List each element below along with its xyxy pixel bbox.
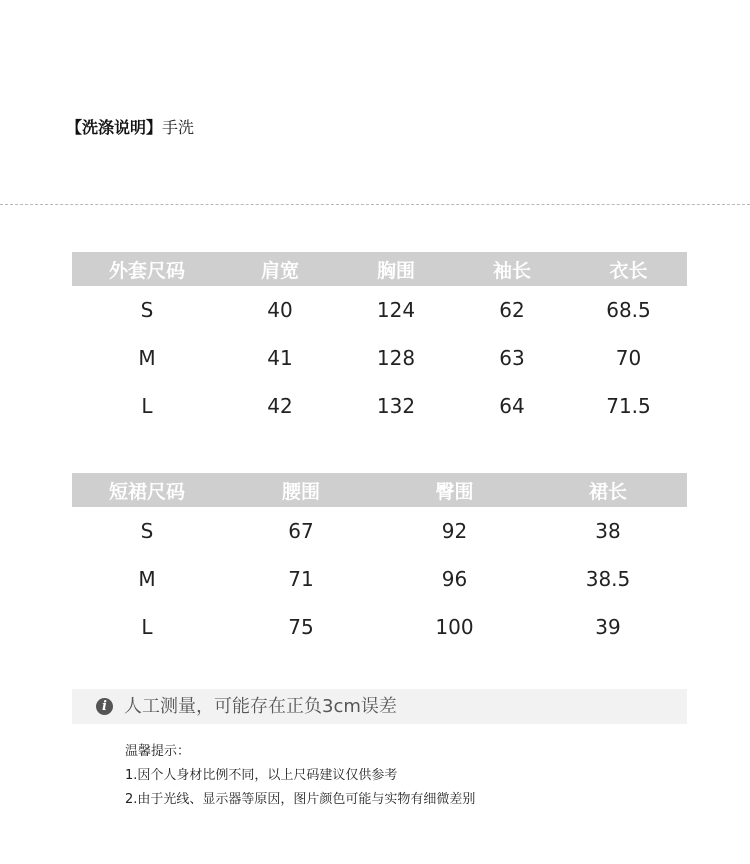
table-cell: L: [141, 394, 153, 418]
coat-header-length: 衣长: [570, 252, 687, 286]
washing-value: 手洗: [162, 118, 195, 137]
table-cell: S: [140, 519, 154, 543]
table-row: [72, 334, 687, 382]
table-cell: S: [140, 298, 154, 322]
table-row: [72, 555, 687, 603]
table-cell: 40: [267, 298, 293, 322]
tips-title: 温馨提示：: [125, 744, 191, 759]
table-cell: 38.5: [585, 567, 631, 591]
coat-header-size: 外套尺码: [72, 252, 222, 286]
skirt-header-length: 裙长: [529, 473, 687, 507]
table-cell: 62: [499, 298, 525, 322]
table-cell: 75: [288, 615, 314, 639]
table-cell: 68.5: [606, 298, 651, 322]
table-cell: 42: [267, 394, 293, 418]
tips-item: 2.由于光线、显示器等原因，图片颜色可能与实物有细微差别: [125, 792, 476, 807]
table-cell: 39: [595, 615, 621, 639]
table-cell: M: [138, 567, 156, 591]
skirt-header-hip: 臀围: [380, 473, 529, 507]
table-cell: 96: [441, 567, 468, 591]
tips-section: [125, 740, 475, 812]
skirt-header-waist: 腰围: [222, 473, 380, 507]
coat-header-sleeve: 袖长: [454, 252, 570, 286]
table-cell: 67: [288, 519, 314, 543]
table-cell: 70: [615, 346, 642, 370]
table-cell: 71: [288, 567, 314, 591]
table-cell: 38: [595, 519, 621, 543]
skirt-table-header-row: [72, 473, 687, 507]
table-cell: L: [141, 615, 153, 639]
table-cell: 92: [441, 519, 468, 543]
table-row: [72, 286, 687, 334]
coat-table-header-row: [72, 252, 687, 286]
coat-size-table: [72, 252, 687, 430]
coat-header-shoulder: 肩宽: [222, 252, 338, 286]
table-cell: 64: [499, 394, 525, 418]
washing-label: 【洗涤说明】: [66, 118, 163, 137]
washing-instructions: [66, 116, 194, 140]
table-cell: 132: [376, 394, 416, 418]
table-cell: 100: [435, 615, 474, 639]
table-cell: M: [138, 346, 156, 370]
table-cell: 71.5: [606, 394, 651, 418]
table-row: [72, 382, 687, 430]
measurement-note: [72, 689, 687, 724]
skirt-header-size: 短裙尺码: [72, 473, 222, 507]
tips-item: 1.因个人身材比例不同，以上尺码建议仅供参考: [125, 768, 398, 783]
measurement-note-text: 人工测量，可能存在正负3cm误差: [124, 696, 397, 717]
info-icon: i: [96, 698, 113, 715]
coat-header-chest: 胸围: [338, 252, 454, 286]
table-cell: 128: [376, 346, 416, 370]
table-cell: 41: [267, 346, 293, 370]
table-cell: 124: [376, 298, 416, 322]
table-row: [72, 507, 687, 555]
table-cell: 63: [499, 346, 525, 370]
skirt-size-table: [72, 473, 687, 651]
dashed-divider: [0, 204, 750, 205]
table-row: [72, 603, 687, 651]
